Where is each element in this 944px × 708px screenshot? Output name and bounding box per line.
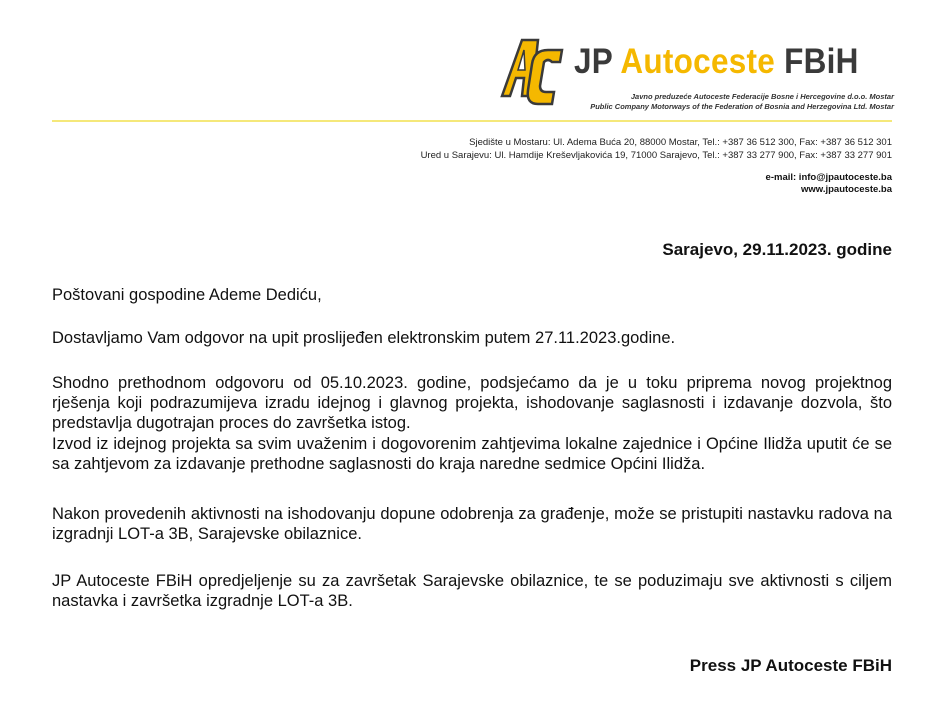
letter-date: Sarajevo, 29.11.2023. godine bbox=[662, 240, 892, 259]
header-divider bbox=[52, 120, 892, 122]
company-name bbox=[574, 38, 859, 86]
letter-signature: Press JP Autoceste FBiH bbox=[689, 656, 892, 675]
address-mostar: Sjedište u Mostaru: Ul. Adema Buća 20, 88000 Mostar, Tel.: +387 36 512 300, Fax: +387 36 512 301 bbox=[469, 137, 892, 148]
contact-email[interactable]: e-mail: info@jpautoceste.ba bbox=[765, 172, 892, 183]
address-sarajevo: Ured u Sarajevu: Ul. Hamdije Kreševljakovića 19, 71000 Sarajevo, Tel.: +387 33 277 900, Fax: +387 33 277 901 bbox=[420, 150, 892, 161]
letter-paragraph-1: Dostavljamo Vam odgovor na upit proslijeđen elektronskim putem 27.11.2023.godine. bbox=[52, 329, 676, 347]
letter-paragraph-5: JP Autoceste FBiH opredjeljenje su za završetak Sarajevske obilaznice, te se poduzimaju sve aktivnosti s ciljem nastavka i završetka izgradnje LOT-a 3B. bbox=[52, 572, 892, 610]
letter-greeting: Poštovani gospodine Ademe Dediću, bbox=[52, 286, 322, 304]
company-main-name: Autoceste bbox=[620, 42, 776, 81]
company-suffix: FBiH bbox=[784, 42, 859, 81]
company-prefix: JP bbox=[574, 42, 613, 81]
letter-paragraph-3: Izvod iz idejnog projekta sa svim uvaženim i dogovorenim zahtjevima lokalne zajednice i Općine Ilidža uputit će se sa zahtjevom za izdavanje prethodne saglasnosti do kraja naredne sedmice Općini Ilidža. bbox=[52, 435, 892, 473]
contact-website[interactable]: www.jpautoceste.ba bbox=[801, 184, 892, 195]
company-subtitle-bosnian: Javno preduzeće Autoceste Federacije Bosne i Hercegovine d.o.o. Mostar bbox=[630, 92, 894, 101]
letter-paragraph-2: Shodno prethodnom odgovoru od 05.10.2023. godine, podsjećamo da je u toku priprema novog projektnog rješenja koji podrazumijeva izradu idejnog i glavnog projekta, ishodovanje saglasnosti i izdavanje dozvola, što predstavlja dugotrajan proces do završetka istog. bbox=[52, 374, 892, 432]
company-subtitle-english: Public Company Motorways of the Federation of Bosnia and Herzegovina Ltd. Mostar bbox=[590, 102, 894, 111]
ac-monogram-icon bbox=[496, 34, 568, 114]
company-logo bbox=[496, 34, 896, 114]
letter-paragraph-4: Nakon provedenih aktivnosti na ishodovanju dopune odobrenja za građenje, može se pristupiti nastavku radova na izgradnji LOT-a 3B, Sarajevske obilaznice. bbox=[52, 505, 892, 543]
